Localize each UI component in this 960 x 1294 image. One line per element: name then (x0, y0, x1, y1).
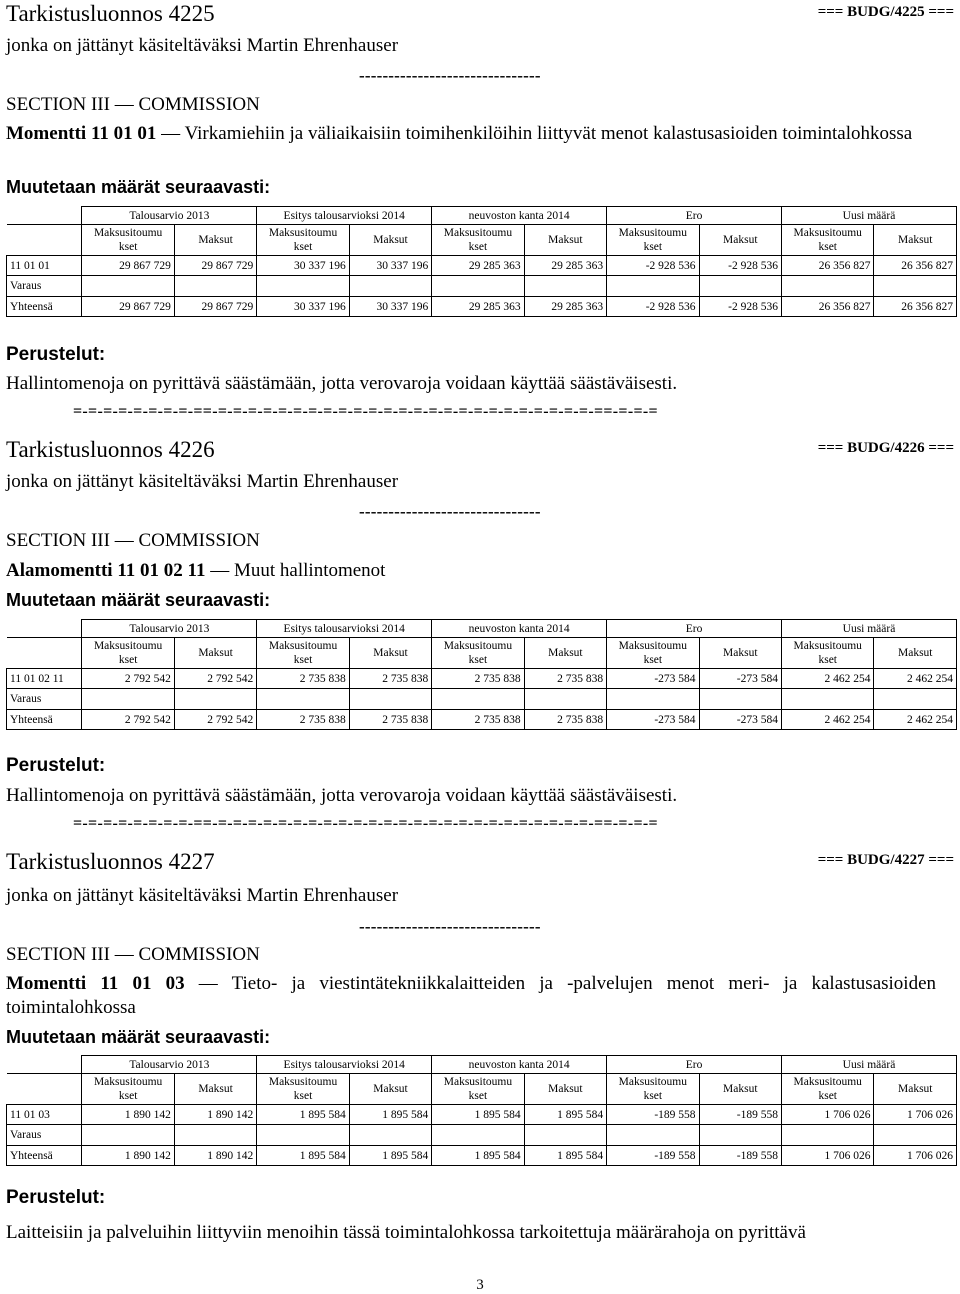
item-code: 11 01 03 (100, 973, 185, 994)
amount-cell (174, 1125, 256, 1146)
column-group-header: Uusi määrä (782, 620, 957, 638)
amount-cell: 29 867 729 (82, 297, 174, 317)
commitments-subheader: Maksusitoumu kset (432, 1074, 524, 1105)
amendment-title-row (0, 848, 960, 876)
amount-cell: -189 558 (699, 1105, 781, 1125)
item-dash: — (198, 973, 218, 994)
budget-table (6, 206, 957, 317)
payments-subheader: Maksut (174, 1074, 256, 1105)
item-text: Muut hallintomenot (234, 560, 386, 581)
column-group-header: neuvoston kanta 2014 (432, 207, 607, 225)
amount-cell: 29 867 729 (174, 297, 256, 317)
amount-cell: -273 584 (607, 669, 699, 689)
amount-cell: 2 462 254 (874, 669, 957, 689)
table-subheader-row (7, 638, 957, 669)
amount-cell: 26 356 827 (782, 297, 874, 317)
amount-cell: 2 735 838 (349, 669, 431, 689)
column-group-header: Talousarvio 2013 (82, 620, 257, 638)
amount-cell (174, 276, 256, 297)
amount-cell: 1 890 142 (174, 1146, 256, 1166)
commitments-subheader: Maksusitoumu kset (257, 225, 349, 256)
amount-cell (349, 1125, 431, 1146)
item-type: Alamomentti (6, 560, 113, 581)
amount-cell (82, 1125, 174, 1146)
amount-cell: 1 895 584 (432, 1105, 524, 1125)
amount-cell: 26 356 827 (874, 256, 957, 276)
amount-cell (349, 276, 431, 297)
table-row (7, 256, 957, 276)
column-group-header: Uusi määrä (782, 1056, 957, 1074)
column-group-header: Uusi määrä (782, 207, 957, 225)
payments-subheader: Maksut (524, 638, 606, 669)
item-text: Virkamiehiin ja väliaikaisiin toimihenkilöihin liittyvät menot kalastusasioiden toimintalohkossa (184, 123, 913, 144)
item-dash: — (161, 123, 181, 144)
table-group-header-row (7, 1056, 957, 1074)
amendment-title-row (0, 436, 960, 464)
amount-cell (82, 276, 174, 297)
amendment-separator: =-=-=-=-=-=-=-=-==-=-=-=-=-=-=-=-=-=-=-=-=-=-=-=-=-=-=-=-=-=-=-=-=-=-==-=-=-= (73, 815, 658, 832)
commitments-subheader: Maksusitoumu kset (607, 1074, 699, 1105)
amount-cell: 30 337 196 (349, 297, 431, 317)
author-line: jonka on jättänyt käsiteltäväksi Martin Ehrenhauser (6, 885, 399, 906)
amount-cell: 1 890 142 (174, 1105, 256, 1125)
amount-cell (699, 1125, 781, 1146)
justification-text: Hallintomenoja on pyrittävä säästämään, jotta verovaroja voidaan käyttää säästäväisesti. (6, 373, 678, 394)
amount-cell (257, 689, 349, 710)
commitments-subheader: Maksusitoumu kset (607, 225, 699, 256)
amendment-title-row (0, 0, 960, 28)
column-group-header: Talousarvio 2013 (82, 207, 257, 225)
payments-subheader: Maksut (174, 638, 256, 669)
item-code: 11 01 02 11 (117, 560, 206, 581)
table-subheader-row (7, 225, 957, 256)
table-row (7, 689, 957, 710)
amount-cell (607, 1125, 699, 1146)
item-text: Tieto- ja viestintätekniikkalaitteiden ja -palvelujen menot meri- ja kalastusasioiden toimintalohkossa (6, 973, 937, 1018)
header-corner-cell (7, 1074, 82, 1105)
justification-text: Hallintomenoja on pyrittävä säästämään, jotta verovaroja voidaan käyttää säästäväisesti. (6, 785, 678, 806)
column-group-header: neuvoston kanta 2014 (432, 620, 607, 638)
header-corner-cell (7, 207, 82, 225)
justification-label: Perustelut: (6, 1187, 106, 1208)
section-heading: SECTION III — COMMISSION (6, 94, 260, 115)
page-number: 3 (476, 1277, 484, 1293)
column-group-header: Esitys talousarvioksi 2014 (257, 620, 432, 638)
payments-subheader: Maksut (174, 225, 256, 256)
amount-cell: -2 928 536 (607, 256, 699, 276)
commitments-subheader: Maksusitoumu kset (782, 1074, 874, 1105)
budg-reference: === BUDG/4226 === (817, 440, 954, 456)
amount-cell: 2 735 838 (432, 710, 524, 730)
amount-cell: 1 895 584 (349, 1105, 431, 1125)
payments-subheader: Maksut (349, 225, 431, 256)
amount-cell: 30 337 196 (257, 297, 349, 317)
amount-cell: 29 867 729 (82, 256, 174, 276)
item-type: Momentti (6, 123, 87, 144)
budg-reference: === BUDG/4225 === (817, 4, 954, 20)
payments-subheader: Maksut (874, 1074, 957, 1105)
amount-cell: 2 735 838 (257, 669, 349, 689)
budg-reference: === BUDG/4227 === (817, 852, 954, 868)
commitments-subheader: Maksusitoumu kset (82, 225, 174, 256)
amount-cell (782, 276, 874, 297)
amount-cell (524, 1125, 606, 1146)
row-label: 11 01 03 (7, 1105, 82, 1125)
amendment-4225 (0, 0, 960, 420)
commitments-subheader: Maksusitoumu kset (782, 638, 874, 669)
table-row (7, 710, 957, 730)
amount-cell: 2 735 838 (524, 669, 606, 689)
amendment-title: Tarkistusluonnos 4227 (6, 849, 215, 874)
commitments-subheader: Maksusitoumu kset (432, 638, 524, 669)
payments-subheader: Maksut (874, 638, 957, 669)
amount-cell: -189 558 (607, 1105, 699, 1125)
row-label: Yhteensä (7, 1146, 82, 1166)
amount-cell: 1 890 142 (82, 1146, 174, 1166)
justification-label: Perustelut: (6, 344, 106, 365)
amount-cell: -273 584 (699, 710, 781, 730)
amount-cell: 29 285 363 (524, 256, 606, 276)
budget-table (6, 619, 957, 730)
payments-subheader: Maksut (699, 225, 781, 256)
budget-line-heading (6, 972, 936, 1020)
payments-subheader: Maksut (524, 1074, 606, 1105)
section-heading: SECTION III — COMMISSION (6, 944, 260, 965)
table-subheader-row (7, 1074, 957, 1105)
amount-cell (432, 1125, 524, 1146)
amount-cell (432, 689, 524, 710)
header-corner-cell (7, 1056, 82, 1074)
row-label: Varaus (7, 689, 82, 710)
amount-cell (699, 276, 781, 297)
column-group-header: Esitys talousarvioksi 2014 (257, 1056, 432, 1074)
amount-cell: 1 706 026 (874, 1146, 957, 1166)
amount-cell (432, 276, 524, 297)
amount-cell: -189 558 (607, 1146, 699, 1166)
amount-cell: 2 792 542 (82, 710, 174, 730)
row-label: Yhteensä (7, 297, 82, 317)
column-group-header: Ero (607, 1056, 782, 1074)
amount-cell: 2 462 254 (782, 710, 874, 730)
commitments-subheader: Maksusitoumu kset (82, 638, 174, 669)
amount-cell: 2 735 838 (349, 710, 431, 730)
commitments-subheader: Maksusitoumu kset (82, 1074, 174, 1105)
commitments-subheader: Maksusitoumu kset (432, 225, 524, 256)
row-label: Varaus (7, 276, 82, 297)
amendment-title: Tarkistusluonnos 4226 (6, 437, 215, 462)
amount-cell: 2 735 838 (257, 710, 349, 730)
amount-cell: 30 337 196 (349, 256, 431, 276)
table-row (7, 276, 957, 297)
row-label: Varaus (7, 1125, 82, 1146)
header-corner-cell (7, 620, 82, 638)
payments-subheader: Maksut (699, 638, 781, 669)
amount-cell (349, 689, 431, 710)
row-label: Yhteensä (7, 710, 82, 730)
amount-cell (257, 276, 349, 297)
item-code: 11 01 01 (90, 123, 157, 144)
amount-cell: 2 792 542 (174, 710, 256, 730)
amount-cell: 1 706 026 (874, 1105, 957, 1125)
amount-cell (874, 1125, 957, 1146)
amount-cell: 2 462 254 (782, 669, 874, 689)
amount-cell (699, 689, 781, 710)
amendment-separator: =-=-=-=-=-=-=-=-==-=-=-=-=-=-=-=-=-=-=-=-=-=-=-=-=-=-=-=-=-=-=-=-=-=-==-=-=-= (73, 403, 658, 420)
amount-cell: 2 792 542 (174, 669, 256, 689)
modify-label: Muutetaan määrät seuraavasti: (6, 590, 271, 610)
amount-cell: 2 462 254 (874, 710, 957, 730)
payments-subheader: Maksut (874, 225, 957, 256)
amount-cell: -273 584 (607, 710, 699, 730)
amount-cell: 1 895 584 (257, 1105, 349, 1125)
amount-cell: -273 584 (699, 669, 781, 689)
amount-cell (874, 689, 957, 710)
justification-text: Laitteisiin ja palveluihin liittyviin menoihin tässä toimintalohkossa tarkoitettuja määrärahoja on pyrittävä (6, 1222, 806, 1243)
amount-cell: -189 558 (699, 1146, 781, 1166)
amendment-4226 (0, 436, 960, 832)
section-heading: SECTION III — COMMISSION (6, 530, 260, 551)
author-line: jonka on jättänyt käsiteltäväksi Martin Ehrenhauser (6, 35, 399, 56)
amount-cell: -2 928 536 (699, 297, 781, 317)
amount-cell: 1 895 584 (257, 1146, 349, 1166)
budget-line-heading (6, 122, 936, 146)
modify-label: Muutetaan määrät seuraavasti: (6, 177, 271, 197)
dash-divider: ------------------------------- (359, 66, 541, 85)
amount-cell: 1 706 026 (782, 1146, 874, 1166)
amount-cell: 2 792 542 (82, 669, 174, 689)
amount-cell: 1 895 584 (524, 1146, 606, 1166)
payments-subheader: Maksut (699, 1074, 781, 1105)
amount-cell (524, 276, 606, 297)
amount-cell (607, 276, 699, 297)
amount-cell: 1 895 584 (349, 1146, 431, 1166)
table-row (7, 1105, 957, 1125)
item-dash: — (210, 560, 230, 581)
item-type: Momentti (6, 973, 87, 994)
amount-cell: 2 735 838 (432, 669, 524, 689)
amount-cell: 29 285 363 (524, 297, 606, 317)
amount-cell (174, 689, 256, 710)
modify-label: Muutetaan määrät seuraavasti: (6, 1027, 271, 1047)
dash-divider: ------------------------------- (359, 502, 541, 521)
amount-cell: -2 928 536 (607, 297, 699, 317)
author-line: jonka on jättänyt käsiteltäväksi Martin Ehrenhauser (6, 471, 399, 492)
table-row (7, 1125, 957, 1146)
payments-subheader: Maksut (349, 638, 431, 669)
column-group-header: Talousarvio 2013 (82, 1056, 257, 1074)
amount-cell: -2 928 536 (699, 256, 781, 276)
column-group-header: neuvoston kanta 2014 (432, 1056, 607, 1074)
payments-subheader: Maksut (349, 1074, 431, 1105)
amount-cell (524, 689, 606, 710)
table-row (7, 669, 957, 689)
commitments-subheader: Maksusitoumu kset (257, 638, 349, 669)
amendment-4227 (0, 848, 960, 1243)
amount-cell: 1 890 142 (82, 1105, 174, 1125)
amount-cell: 29 867 729 (174, 256, 256, 276)
amount-cell (607, 689, 699, 710)
amount-cell: 1 706 026 (782, 1105, 874, 1125)
amount-cell: 29 285 363 (432, 256, 524, 276)
payments-subheader: Maksut (524, 225, 606, 256)
header-corner-cell (7, 638, 82, 669)
amount-cell (782, 689, 874, 710)
amount-cell (82, 689, 174, 710)
amount-cell (782, 1125, 874, 1146)
amount-cell (874, 276, 957, 297)
table-row (7, 1146, 957, 1166)
commitments-subheader: Maksusitoumu kset (607, 638, 699, 669)
amount-cell: 1 895 584 (524, 1105, 606, 1125)
amount-cell: 30 337 196 (257, 256, 349, 276)
row-label: 11 01 02 11 (7, 669, 82, 689)
amount-cell: 1 895 584 (432, 1146, 524, 1166)
table-group-header-row (7, 207, 957, 225)
amount-cell: 29 285 363 (432, 297, 524, 317)
budget-table (6, 1055, 957, 1166)
amount-cell: 26 356 827 (874, 297, 957, 317)
column-group-header: Ero (607, 620, 782, 638)
table-group-header-row (7, 620, 957, 638)
budget-line-heading (6, 559, 936, 583)
commitments-subheader: Maksusitoumu kset (782, 225, 874, 256)
commitments-subheader: Maksusitoumu kset (257, 1074, 349, 1105)
row-label: 11 01 01 (7, 256, 82, 276)
table-row (7, 297, 957, 317)
column-group-header: Ero (607, 207, 782, 225)
header-corner-cell (7, 225, 82, 256)
column-group-header: Esitys talousarvioksi 2014 (257, 207, 432, 225)
amount-cell (257, 1125, 349, 1146)
dash-divider: ------------------------------- (359, 917, 541, 936)
justification-label: Perustelut: (6, 755, 106, 776)
amount-cell: 26 356 827 (782, 256, 874, 276)
amount-cell: 2 735 838 (524, 710, 606, 730)
amendment-title: Tarkistusluonnos 4225 (6, 1, 215, 26)
